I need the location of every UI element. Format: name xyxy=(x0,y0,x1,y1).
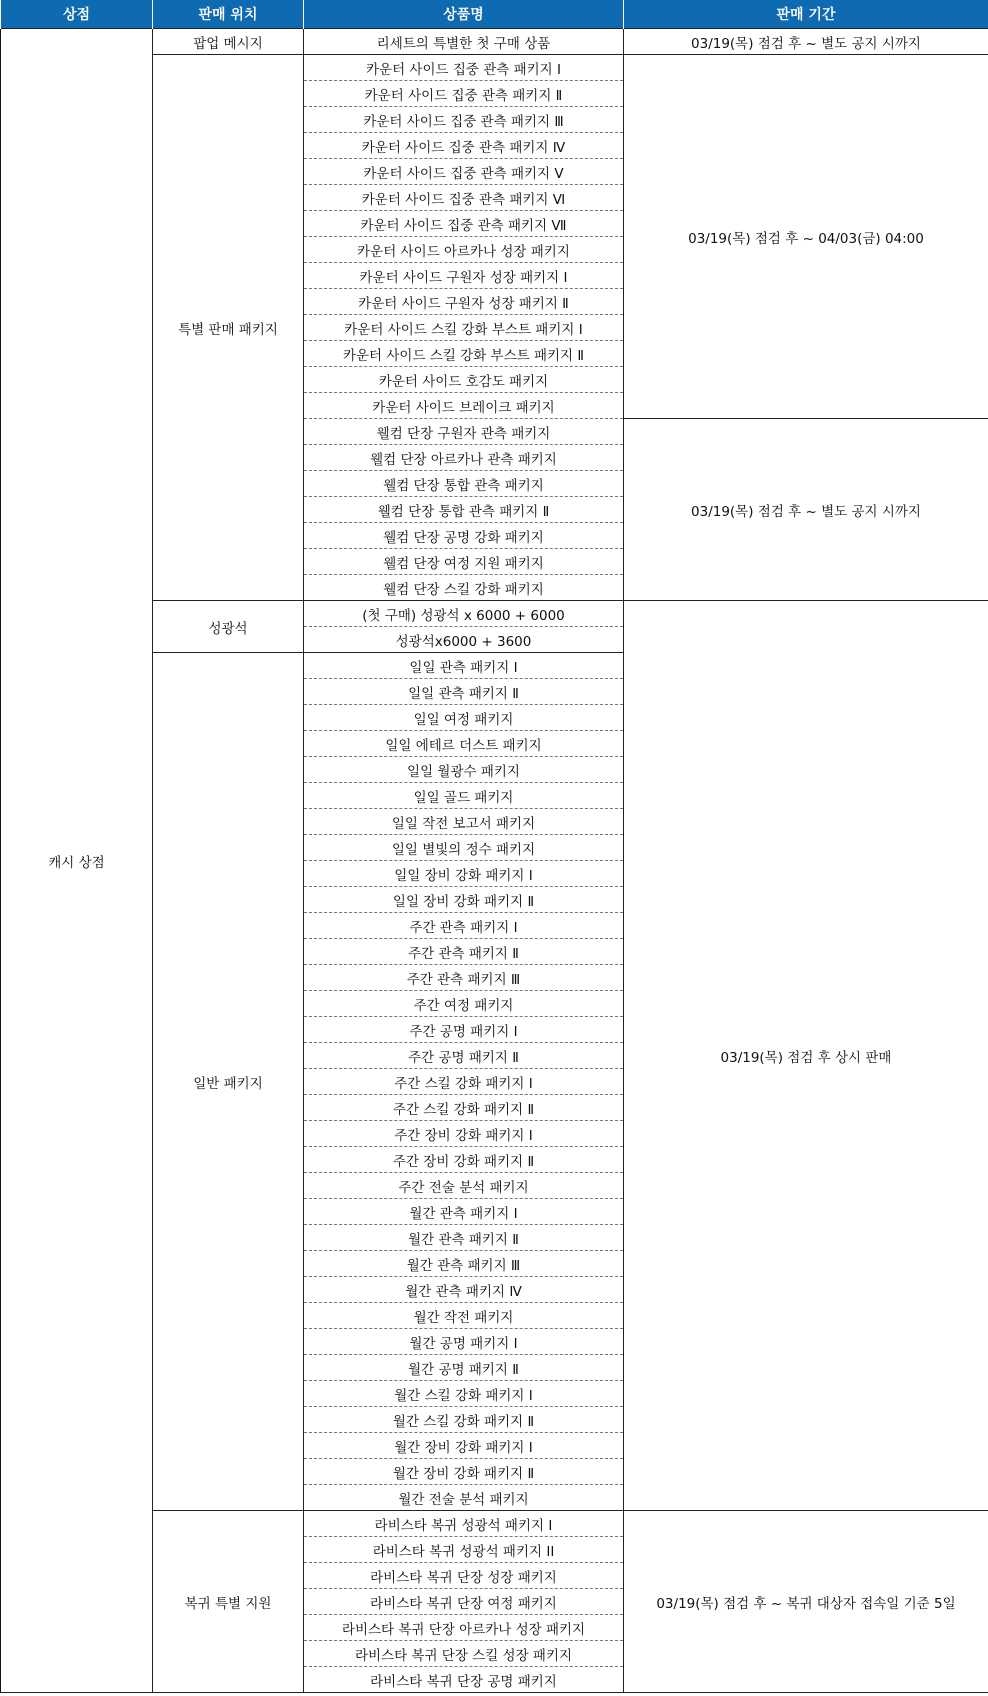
product-cell: 일일 별빛의 정수 패키지 xyxy=(304,835,624,861)
period-cell: 03/19(목) 점검 후 ~ 별도 공지 시까지 xyxy=(624,419,988,601)
table-row xyxy=(1,29,988,55)
product-cell: 일일 골드 패키지 xyxy=(304,783,624,809)
period-cell: 03/19(목) 점검 후 상시 판매 xyxy=(624,601,988,1511)
product-cell: 주간 공명 패키지 Ⅰ xyxy=(304,1017,624,1043)
product-cell: 카운터 사이드 브레이크 패키지 xyxy=(304,393,624,419)
product-cell: 웰컴 단장 구원자 관측 패키지 xyxy=(304,419,624,445)
product-cell: 라비스타 복귀 단장 성장 패키지 xyxy=(304,1563,624,1589)
product-cell: 카운터 사이드 아르카나 성장 패키지 xyxy=(304,237,624,263)
product-cell: 웰컴 단장 아르카나 관측 패키지 xyxy=(304,445,624,471)
product-cell: 카운터 사이드 집중 관측 패키지 Ⅴ xyxy=(304,159,624,185)
product-cell: 일일 작전 보고서 패키지 xyxy=(304,809,624,835)
product-cell: 카운터 사이드 스킬 강화 부스트 패키지 Ⅱ xyxy=(304,341,624,367)
product-cell: 월간 관측 패키지 Ⅰ xyxy=(304,1199,624,1225)
product-cell: 카운터 사이드 집중 관측 패키지 Ⅳ xyxy=(304,133,624,159)
product-cell: 성광석x6000 + 3600 xyxy=(304,627,624,653)
product-cell: 월간 공명 패키지 Ⅰ xyxy=(304,1329,624,1355)
period-cell: 03/19(목) 점검 후 ~ 04/03(금) 04:00 xyxy=(624,55,988,419)
product-cell: 웰컴 단장 통합 관측 패키지 Ⅱ xyxy=(304,497,624,523)
product-cell: 라비스타 복귀 성광석 패키지 II xyxy=(304,1537,624,1563)
product-cell: 라비스타 복귀 단장 아르카나 성장 패키지 xyxy=(304,1615,624,1641)
product-cell: 일일 장비 강화 패키지 Ⅰ xyxy=(304,861,624,887)
product-cell: 일일 월광수 패키지 xyxy=(304,757,624,783)
product-cell: 웰컴 단장 통합 관측 패키지 xyxy=(304,471,624,497)
product-cell: 주간 스킬 강화 패키지 Ⅱ xyxy=(304,1095,624,1121)
table-body xyxy=(1,29,988,1693)
product-cell: 주간 관측 패키지 Ⅱ xyxy=(304,939,624,965)
product-cell: 주간 관측 패키지 Ⅲ xyxy=(304,965,624,991)
product-cell: 월간 장비 강화 패키지 Ⅱ xyxy=(304,1459,624,1485)
product-cell: 월간 관측 패키지 Ⅱ xyxy=(304,1225,624,1251)
product-cell: 주간 장비 강화 패키지 Ⅰ xyxy=(304,1121,624,1147)
product-cell: 월간 작전 패키지 xyxy=(304,1303,624,1329)
product-cell: 일일 에테르 더스트 패키지 xyxy=(304,731,624,757)
header-period: 판매 기간 xyxy=(624,0,988,29)
product-cell: 주간 스킬 강화 패키지 Ⅰ xyxy=(304,1069,624,1095)
product-cell: 일일 여정 패키지 xyxy=(304,705,624,731)
product-cell: 월간 공명 패키지 Ⅱ xyxy=(304,1355,624,1381)
location-cell: 특별 판매 패키지 xyxy=(153,55,304,601)
product-cell: 주간 장비 강화 패키지 Ⅱ xyxy=(304,1147,624,1173)
location-cell: 복귀 특별 지원 xyxy=(153,1511,304,1693)
product-cell: 월간 스킬 강화 패키지 Ⅱ xyxy=(304,1407,624,1433)
product-cell: 카운터 사이드 집중 관측 패키지 Ⅰ xyxy=(304,55,624,81)
product-cell: 카운터 사이드 집중 관측 패키지 Ⅱ xyxy=(304,81,624,107)
product-cell: 월간 전술 분석 패키지 xyxy=(304,1485,624,1511)
product-cell: 웰컴 단장 스킬 강화 패키지 xyxy=(304,575,624,601)
period-cell: 03/19(목) 점검 후 ~ 복귀 대상자 접속일 기준 5일 xyxy=(624,1511,988,1693)
product-cell: 웰컴 단장 여정 지원 패키지 xyxy=(304,549,624,575)
product-cell: 카운터 사이드 집중 관측 패키지 Ⅲ xyxy=(304,107,624,133)
location-cell: 성광석 xyxy=(153,601,304,653)
product-cell: 일일 관측 패키지 Ⅰ xyxy=(304,653,624,679)
location-cell: 일반 패키지 xyxy=(153,653,304,1511)
table-header-row xyxy=(1,0,988,29)
product-cell: 월간 관측 패키지 Ⅳ xyxy=(304,1277,624,1303)
product-cell: 카운터 사이드 스킬 강화 부스트 패키지 Ⅰ xyxy=(304,315,624,341)
period-cell: 03/19(목) 점검 후 ~ 별도 공지 시까지 xyxy=(624,29,988,55)
product-cell: (첫 구매) 성광석 x 6000 + 6000 xyxy=(304,601,624,627)
product-cell: 주간 전술 분석 패키지 xyxy=(304,1173,624,1199)
product-cell: 라비스타 복귀 단장 공명 패키지 xyxy=(304,1667,624,1693)
shop-cell: 캐시 상점 xyxy=(1,29,153,1693)
product-cell: 월간 장비 강화 패키지 Ⅰ xyxy=(304,1433,624,1459)
product-cell: 라비스타 복귀 성광석 패키지 I xyxy=(304,1511,624,1537)
product-cell: 주간 관측 패키지 Ⅰ xyxy=(304,913,624,939)
product-cell: 카운터 사이드 집중 관측 패키지 Ⅶ xyxy=(304,211,624,237)
product-cell: 카운터 사이드 구원자 성장 패키지 Ⅰ xyxy=(304,263,624,289)
product-cell: 주간 여정 패키지 xyxy=(304,991,624,1017)
product-cell: 주간 공명 패키지 Ⅱ xyxy=(304,1043,624,1069)
product-cell: 일일 관측 패키지 Ⅱ xyxy=(304,679,624,705)
product-cell: 라비스타 복귀 단장 스킬 성장 패키지 xyxy=(304,1641,624,1667)
product-cell: 리세트의 특별한 첫 구매 상품 xyxy=(304,29,624,55)
product-cell: 카운터 사이드 구원자 성장 패키지 Ⅱ xyxy=(304,289,624,315)
header-product: 상품명 xyxy=(304,0,624,29)
product-cell: 카운터 사이드 집중 관측 패키지 Ⅵ xyxy=(304,185,624,211)
product-cell: 카운터 사이드 호감도 패키지 xyxy=(304,367,624,393)
location-cell: 팝업 메시지 xyxy=(153,29,304,55)
product-cell: 월간 관측 패키지 Ⅲ xyxy=(304,1251,624,1277)
product-cell: 웰컴 단장 공명 강화 패키지 xyxy=(304,523,624,549)
product-cell: 라비스타 복귀 단장 여정 패키지 xyxy=(304,1589,624,1615)
header-shop: 상점 xyxy=(1,0,153,29)
header-location: 판매 위치 xyxy=(153,0,304,29)
product-cell: 일일 장비 강화 패키지 Ⅱ xyxy=(304,887,624,913)
product-cell: 월간 스킬 강화 패키지 Ⅰ xyxy=(304,1381,624,1407)
